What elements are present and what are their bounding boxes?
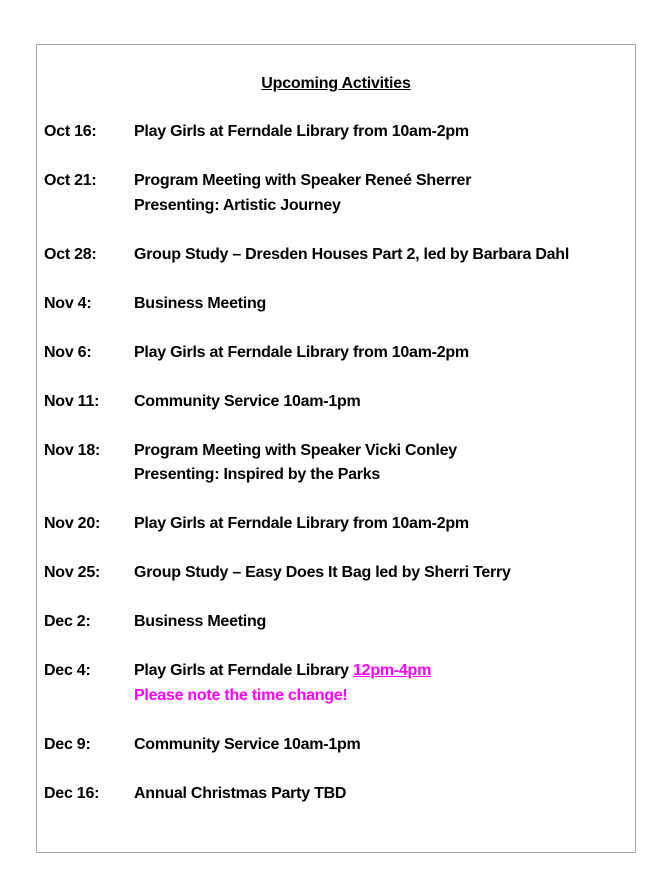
activity-text: Business Meeting: [134, 294, 267, 312]
activity-text: Play Girls at Ferndale Library from 10am-2pm: [134, 343, 469, 361]
activity-entry: [37, 390, 635, 415]
activity-text: Program Meeting with Speaker Vicki Conley: [134, 441, 457, 459]
activity-date: Nov 11:: [44, 392, 100, 410]
activity-text: Presenting: Inspired by the Parks: [134, 466, 381, 483]
activity-entry: [37, 292, 635, 317]
activity-date: Dec 2:: [44, 613, 91, 630]
activity-date: Nov 4:: [44, 294, 92, 312]
activity-line: [134, 243, 635, 268]
activity-line: [134, 610, 635, 635]
activity-text: Business Meeting: [134, 613, 267, 630]
activity-line: [134, 390, 635, 415]
activities-list: [37, 72, 635, 831]
activity-date: Oct 28:: [44, 245, 97, 263]
activity-text: Play Girls at Ferndale Library from 10am-2pm: [134, 123, 469, 140]
activity-entry: [37, 659, 635, 708]
activity-description: [134, 733, 635, 758]
activity-line: [134, 341, 635, 366]
activity-text: Community Service 10am-1pm: [134, 735, 361, 753]
document-page: [36, 44, 636, 853]
page-title: Upcoming Activities: [261, 74, 411, 92]
activity-description: [134, 659, 635, 708]
activity-line: [134, 512, 635, 537]
activity-line: [134, 782, 635, 807]
activity-text: Program Meeting with Speaker Reneé Sherrer: [134, 172, 472, 189]
activity-line: [134, 194, 635, 219]
activity-entry: [37, 610, 635, 635]
activity-line: [134, 659, 635, 684]
activity-description: [134, 169, 635, 218]
activity-entry: [37, 733, 635, 758]
activity-entry: [37, 169, 635, 218]
activity-description: [134, 561, 635, 586]
activity-date: Dec 16:: [44, 784, 100, 802]
activity-description: [134, 439, 635, 488]
activity-date: Nov 18:: [44, 441, 101, 459]
activity-text: Group Study – Dresden Houses Part 2, led by Barbara Dahl: [134, 245, 570, 263]
activity-date: Nov 20:: [44, 515, 101, 532]
activity-date: Oct 16:: [44, 123, 97, 140]
activity-entry: [37, 512, 635, 537]
activity-line: [134, 169, 635, 194]
activity-description: [134, 390, 635, 415]
activity-description: [134, 243, 635, 268]
activity-text: Annual Christmas Party TBD: [134, 784, 347, 802]
activity-text: Community Service 10am-1pm: [134, 392, 361, 410]
activity-entry: [37, 243, 635, 268]
activity-entry: [37, 439, 635, 488]
changed-time: 12pm-4pm: [353, 662, 432, 679]
activity-line: [134, 292, 635, 317]
activity-description: [134, 782, 635, 807]
activity-text: Play Girls at Ferndale Library from 10am-2pm: [134, 515, 469, 532]
activity-description: [134, 610, 635, 635]
activity-text: Presenting: Artistic Journey: [134, 196, 341, 214]
time-change-note: Please note the time change!: [134, 686, 348, 704]
activity-date: Dec 4:: [44, 662, 91, 679]
activity-entry: [37, 341, 635, 366]
activity-description: [134, 292, 635, 317]
activity-line: [134, 439, 635, 464]
activity-date: Nov 6:: [44, 343, 92, 361]
activity-description: [134, 512, 635, 537]
activity-text: Play Girls at Ferndale Library: [134, 662, 354, 679]
activity-line: [134, 120, 635, 145]
activity-description: [134, 341, 635, 366]
activity-line: [134, 561, 635, 586]
activity-description: [134, 120, 635, 145]
activity-entry: [37, 782, 635, 807]
activity-date: Nov 25:: [44, 564, 101, 581]
activity-date: Dec 9:: [44, 735, 91, 753]
activity-line: [134, 733, 635, 758]
activity-line: [134, 463, 635, 488]
activity-entry: [37, 561, 635, 586]
activity-entry: [37, 120, 635, 145]
activity-text: Group Study – Easy Does It Bag led by Sherri Terry: [134, 564, 511, 581]
activity-date: Oct 21:: [44, 172, 97, 189]
